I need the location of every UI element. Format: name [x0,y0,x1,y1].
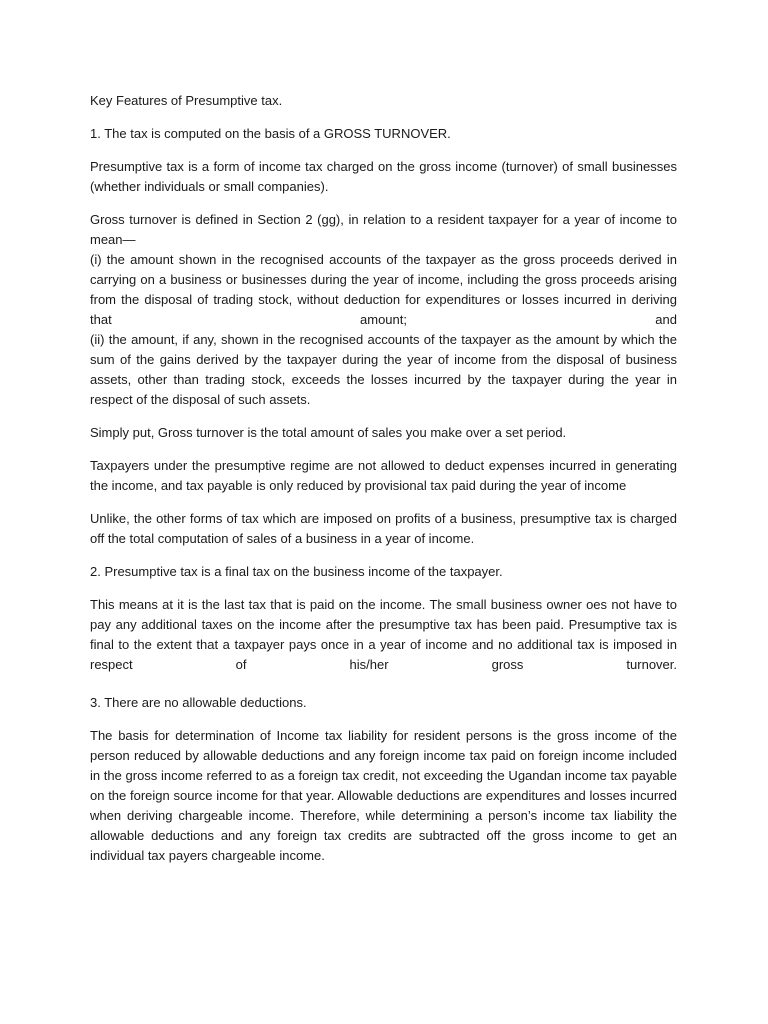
gross-turnover-clause-ii: (ii) the amount, if any, shown in the recognised accounts of the taxpayer as the amount by which the sum of the gains derived by the taxpayer during the year of income from the disposal of business assets, other than trading stock, exceeds the losses incurred by the taxpayer during the year in respect of the disposal of such assets. [90,332,677,407]
paragraph-unlike: Unlike, the other forms of tax which are imposed on profits of a business, presumptive tax is charged off the total computation of sales of a business in a year of income. [90,511,677,546]
paragraph-simply-put: Simply put, Gross turnover is the total amount of sales you make over a set period. [90,425,567,440]
section-heading-3: 3. There are no allowable deductions. [90,695,307,710]
gross-turnover-intro: Gross turnover is defined in Section 2 (gg), in relation to a resident taxpayer for a year of income to mean— [90,212,677,247]
document-title: Key Features of Presumptive tax. [90,93,283,108]
section-heading-1: 1. The tax is computed on the basis of a GROSS TURNOVER. [90,126,451,141]
paragraph-definition: Presumptive tax is a form of income tax charged on the gross income (turnover) of small businesses (whether individuals or small companies). [90,159,677,194]
document-page [90,91,677,879]
paragraph-gross-turnover [90,210,677,410]
paragraph-allowable-deductions: The basis for determination of Income tax liability for resident persons is the gross income of the person reduced by allowable deductions and any foreign income tax paid on foreign income included in the gross income referred to as a foreign tax credit, not exceeding the Ugandan income tax payable on the foreign source income for that year. Allowable deductions are expenditures and losses incurred when deriving chargeable income. Therefore, while determining a person’s income tax liability the allowable deductions and any foreign tax credits are subtracted off the gross income to get an individual tax payers chargeable income. [90,728,677,863]
paragraph-no-deductions: Taxpayers under the presumptive regime are not allowed to deduct expenses incurred in generating the income, and tax payable is only reduced by provisional tax paid during the year of income [90,458,677,493]
paragraph-final-tax: This means at it is the last tax that is paid on the income. The small business owner oes not have to pay any additional taxes on the income after the presumptive tax has been paid. Presumptive tax is final to the extent that a taxpayer pays once in a year of income and no additional tax is imposed in respect of his/her gross turnover. [90,597,677,672]
gross-turnover-clause-i: (i) the amount shown in the recognised accounts of the taxpayer as the gross proceeds derived in carrying on a business or businesses during the year of income, including the gross proceeds arising from the disposal of trading stock, without deduction for expenditures or losses incurred in deriving that amount; and [90,252,677,327]
section-heading-2: 2. Presumptive tax is a final tax on the business income of the taxpayer. [90,564,503,579]
